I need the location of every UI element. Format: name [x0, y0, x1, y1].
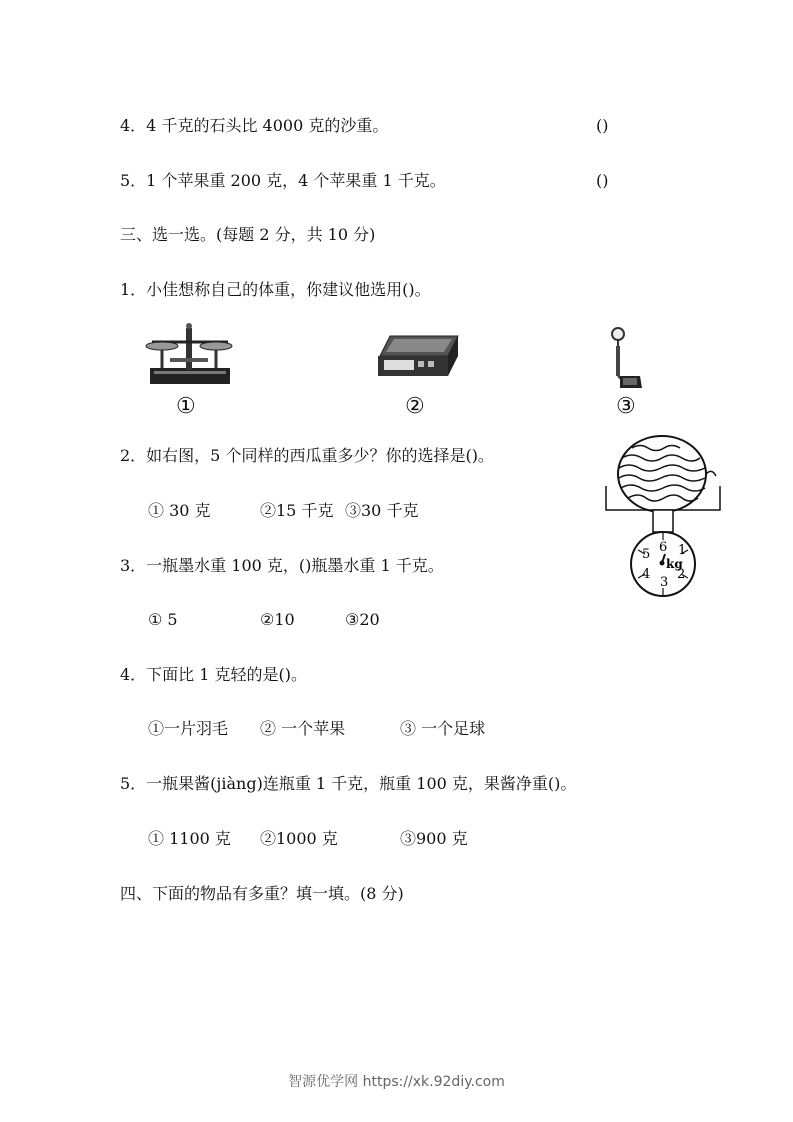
- dial-number-2: 2: [677, 567, 686, 582]
- q4-option-3[interactable]: ③ 一个足球: [400, 719, 486, 738]
- answer-paren-4[interactable]: (): [596, 116, 609, 135]
- q5-option-2[interactable]: ②1000 克: [260, 829, 338, 848]
- electronic-scale-image: [376, 330, 460, 380]
- judge-question-5: 5．1 个苹果重 200 克，4 个苹果重 1 千克。: [120, 171, 446, 190]
- choice-question-3: 3．一瓶墨水重 100 克，()瓶墨水重 1 千克。: [120, 556, 444, 575]
- dial-number-6: 6: [659, 540, 668, 555]
- q2-option-2[interactable]: ②15 千克: [260, 501, 334, 520]
- q3-option-1[interactable]: ① 5: [148, 610, 178, 629]
- q4-option-1[interactable]: ①一片羽毛: [148, 719, 229, 738]
- choice-question-2: 2．如右图，5 个同样的西瓜重多少？你的选择是()。: [120, 446, 494, 465]
- dial-number-4: 4: [642, 567, 651, 582]
- option-label-1: ①: [176, 394, 196, 419]
- dial-number-1: 1: [678, 543, 687, 558]
- judge-question-4: 4．4 千克的石头比 4000 克的沙重。: [120, 116, 389, 135]
- choice-question-4: 4．下面比 1 克轻的是()。: [120, 665, 308, 684]
- q5-option-1[interactable]: ① 1100 克: [148, 829, 231, 848]
- body-scale-image: [606, 326, 646, 390]
- q4-option-2[interactable]: ② 一个苹果: [260, 719, 346, 738]
- answer-paren-5[interactable]: (): [596, 171, 609, 190]
- q3-option-3[interactable]: ③20: [345, 610, 380, 629]
- choice-question-1: 1．小佳想称自己的体重，你建议他选用()。: [120, 280, 431, 299]
- choice-question-5: 5．一瓶果酱(jiàng)连瓶重 1 千克，瓶重 100 克，果酱净重()。: [120, 774, 577, 793]
- dial-unit: kg: [666, 557, 683, 571]
- option-label-3: ③: [616, 394, 636, 419]
- q3-option-2[interactable]: ②10: [260, 610, 295, 629]
- dial-number-5: 5: [642, 547, 651, 562]
- dial-number-3: 3: [660, 575, 669, 590]
- option-label-2: ②: [405, 394, 425, 419]
- q2-option-1[interactable]: ① 30 克: [148, 501, 211, 520]
- q2-option-3[interactable]: ③30 千克: [345, 501, 419, 520]
- q5-option-3[interactable]: ③900 克: [400, 829, 468, 848]
- watermelon-scale-image: [602, 430, 724, 598]
- section3-title: 三、选一选。(每题 2 分，共 10 分): [120, 225, 376, 244]
- balance-scale-image: [140, 320, 240, 388]
- footer-watermark[interactable]: 智源优学网 https://xk.92diy.com: [288, 1074, 505, 1090]
- section4-title: 四、下面的物品有多重？填一填。(8 分): [120, 884, 404, 903]
